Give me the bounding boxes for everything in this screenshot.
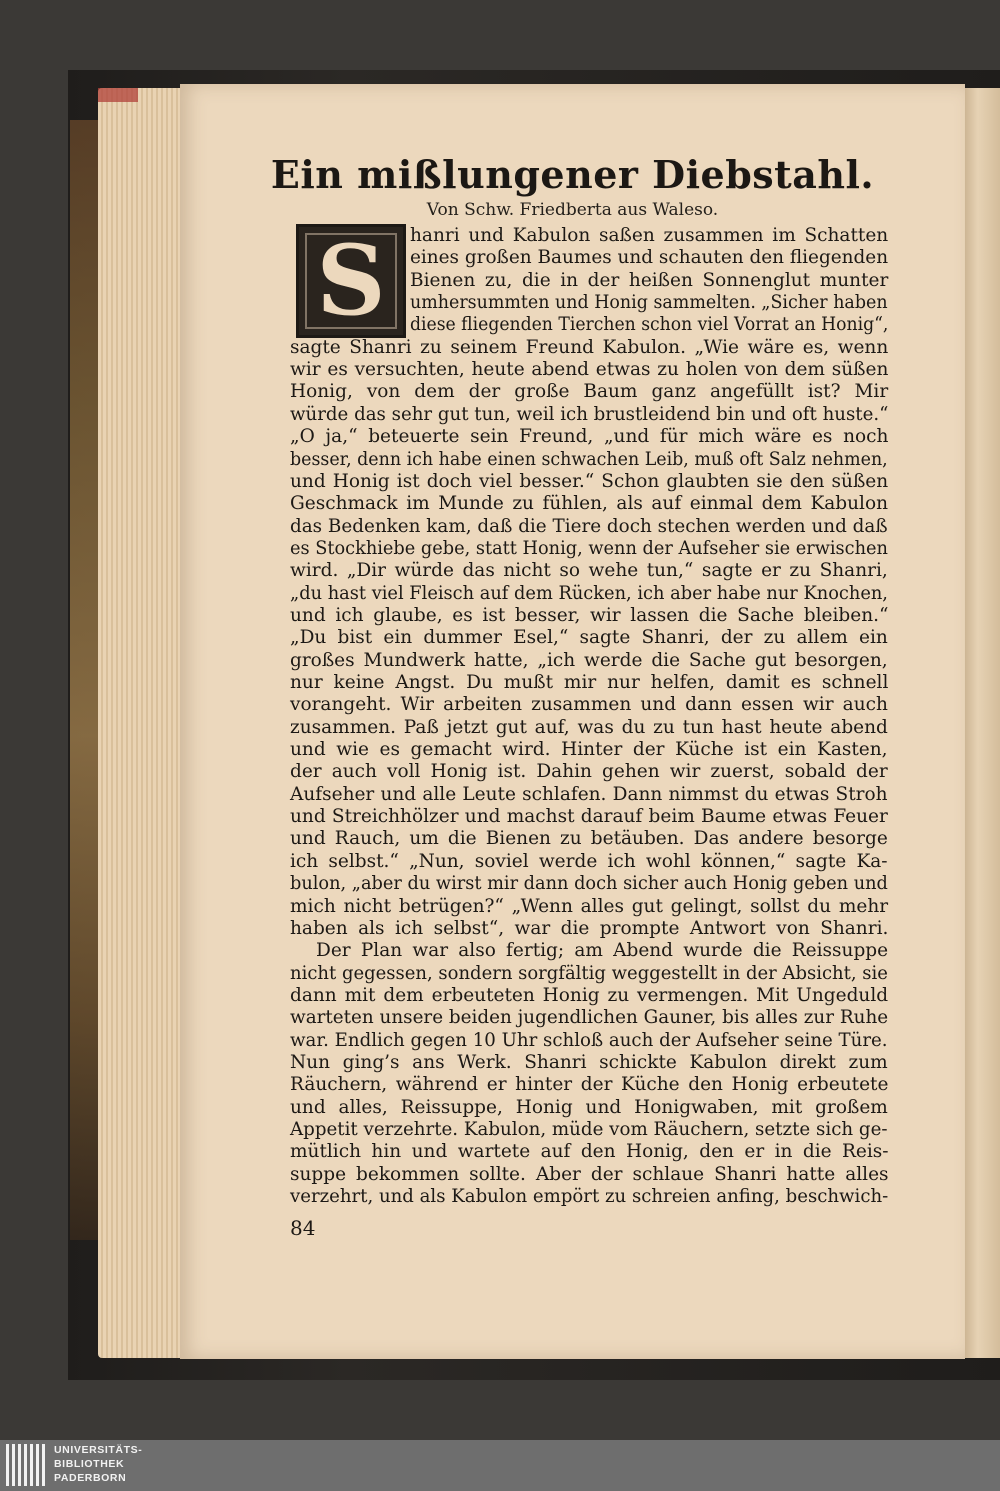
red-page-edge bbox=[98, 88, 138, 102]
text-line: und Streichhölzer und machst darauf beim Baume etwas Feuer bbox=[290, 806, 888, 828]
text-line: war. Endlich gegen 10 Uhr schloß auch der Aufseher seine Türe. bbox=[290, 1029, 888, 1051]
text-line: Der Plan war also fertig; am Abend wurde die Reissuppe bbox=[316, 940, 889, 962]
text-line: vorangeht. Wir arbeiten zusammen und dann essen wir auch bbox=[290, 694, 888, 716]
text-line: und wie es gemacht wird. Hinter der Küche ist ein Kasten, bbox=[290, 739, 888, 761]
drop-cap-initial: S bbox=[296, 224, 406, 338]
text-line: bulon, „aber du wirst mir dann doch sicher auch Honig geben und bbox=[290, 873, 888, 895]
text-line: „Du bist ein dummer Esel,“ sagte Shanri, der zu allem ein bbox=[290, 627, 888, 649]
text-line: „O ja,“ beteuerte sein Freund, „und für mich wäre es noch bbox=[290, 426, 889, 448]
text-line: wird. „Dir würde das nicht so wehe tun,“ sagte er zu Shanri, bbox=[290, 560, 888, 582]
text-line: mich nicht betrügen?“ „Wenn alles gut gelingt, sollst du mehr bbox=[290, 895, 889, 917]
logo-line: PADERBORN bbox=[54, 1472, 127, 1484]
text-line: eines großen Baumes und schauten den fliegenden bbox=[410, 247, 889, 269]
text-line: haben als ich selbst“, war die prompte Antwort von Shanri. bbox=[290, 917, 889, 939]
text-line: zusammen. Paß jetzt gut auf, was du zu tun hast heute abend bbox=[290, 716, 888, 738]
article-title: Ein mißlungener Diebstahl. bbox=[270, 152, 875, 197]
page-stack-edge bbox=[98, 88, 184, 1358]
text-line: sagte Shanri zu seinem Freund Kabulon. „Wie wäre es, wenn bbox=[290, 336, 889, 358]
text-line: Honig, von dem der große Baum ganz angefüllt ist? Mir bbox=[290, 381, 889, 403]
page-number: 84 bbox=[290, 1216, 316, 1240]
text-line: Aufseher und alle Leute schlafen. Dann nimmst du etwas Stroh bbox=[290, 783, 888, 805]
logo-line: UNIVERSITÄTS- bbox=[54, 1444, 143, 1456]
text-line: Appetit verzehrte. Kabulon, müde vom Räuchern, setzte sich ge- bbox=[290, 1119, 888, 1140]
text-line: das Bedenken kam, daß die Tiere doch stechen werden und daß bbox=[290, 515, 888, 537]
library-footer bbox=[0, 1440, 1000, 1491]
text-line: suppe bekommen sollte. Aber der schlaue Shanri hatte alles bbox=[290, 1163, 889, 1185]
text-line: verzehrt, und als Kabulon empört zu schreien anfing, beschwich- bbox=[290, 1186, 889, 1208]
text-line: wir es versuchten, heute abend etwas zu holen von dem süßen bbox=[290, 359, 889, 381]
text-line: umhersummten und Honig sammelten. „Sicher haben bbox=[410, 292, 888, 314]
text-line: besser, denn ich habe einen schwachen Leib, muß oft Salz nehmen, bbox=[290, 448, 888, 470]
text-line: und alles, Reissuppe, Honig und Honigwaben, mit großem bbox=[290, 1096, 888, 1118]
text-line: ich selbst.“ „Nun, soviel werde ich wohl können,“ sagte Ka- bbox=[290, 850, 888, 872]
right-page-stack bbox=[963, 88, 1000, 1358]
text-line: Räuchern, während er hinter der Küche den Honig erbeutete bbox=[290, 1074, 889, 1096]
text-line: dann mit dem erbeuteten Honig zu vermengen. Mit Ungeduld bbox=[290, 984, 889, 1006]
article-byline: Von Schw. Friedberta aus Waleso. bbox=[426, 200, 719, 220]
text-line: Geschmack im Munde zu fühlen, als auf einmal dem Kabulon bbox=[290, 493, 889, 515]
text-line: diese fliegenden Tierchen schon viel Vorrat an Honig“, bbox=[410, 314, 889, 336]
text-line: würde das sehr gut tun, weil ich brustleidend bin und oft huste.“ bbox=[290, 403, 889, 425]
text-line: hanri und Kabulon saßen zusammen im Schatten bbox=[410, 225, 889, 246]
text-line: Bienen zu, die in der heißen Sonnenglut munter bbox=[410, 269, 889, 291]
text-line: Nun ging’s ans Werk. Shanri schickte Kabulon direkt zum bbox=[290, 1051, 888, 1073]
text-line: und Honig ist doch viel besser.“ Schon glaubten sie den süßen bbox=[290, 470, 889, 492]
logo-line: BIBLIOTHEK bbox=[54, 1458, 125, 1470]
text-line: und ich glaube, es ist besser, wir lassen die Sache bleiben.“ bbox=[290, 604, 889, 626]
text-line: nur keine Angst. Du mußt mir nur helfen, damit es schnell bbox=[290, 672, 889, 693]
library-logo-text bbox=[54, 1443, 142, 1485]
text-line: „du hast viel Fleisch auf dem Rücken, ich aber habe nur Knochen, bbox=[290, 582, 888, 604]
text-line: mütlich hin und wartete auf den Honig, den er in die Reis- bbox=[290, 1141, 889, 1163]
library-logo-icon bbox=[6, 1444, 46, 1486]
text-line: großes Mundwerk hatte, „ich werde die Sache gut besorgen, bbox=[290, 649, 888, 671]
text-line: nicht gegessen, sondern sorgfältig weggestellt in der Absicht, sie bbox=[290, 962, 888, 984]
text-line: warteten unsere beiden jugendlichen Gauner, bis alles zur Ruhe bbox=[290, 1007, 889, 1029]
text-line: der auch voll Honig ist. Dahin gehen wir zuerst, sobald der bbox=[290, 761, 888, 783]
text-line: und Rauch, um die Bienen zu betäuben. Das andere besorge bbox=[290, 828, 888, 850]
text-line: es Stockhiebe gebe, statt Honig, wenn der Aufseher sie erwischen bbox=[290, 537, 888, 559]
